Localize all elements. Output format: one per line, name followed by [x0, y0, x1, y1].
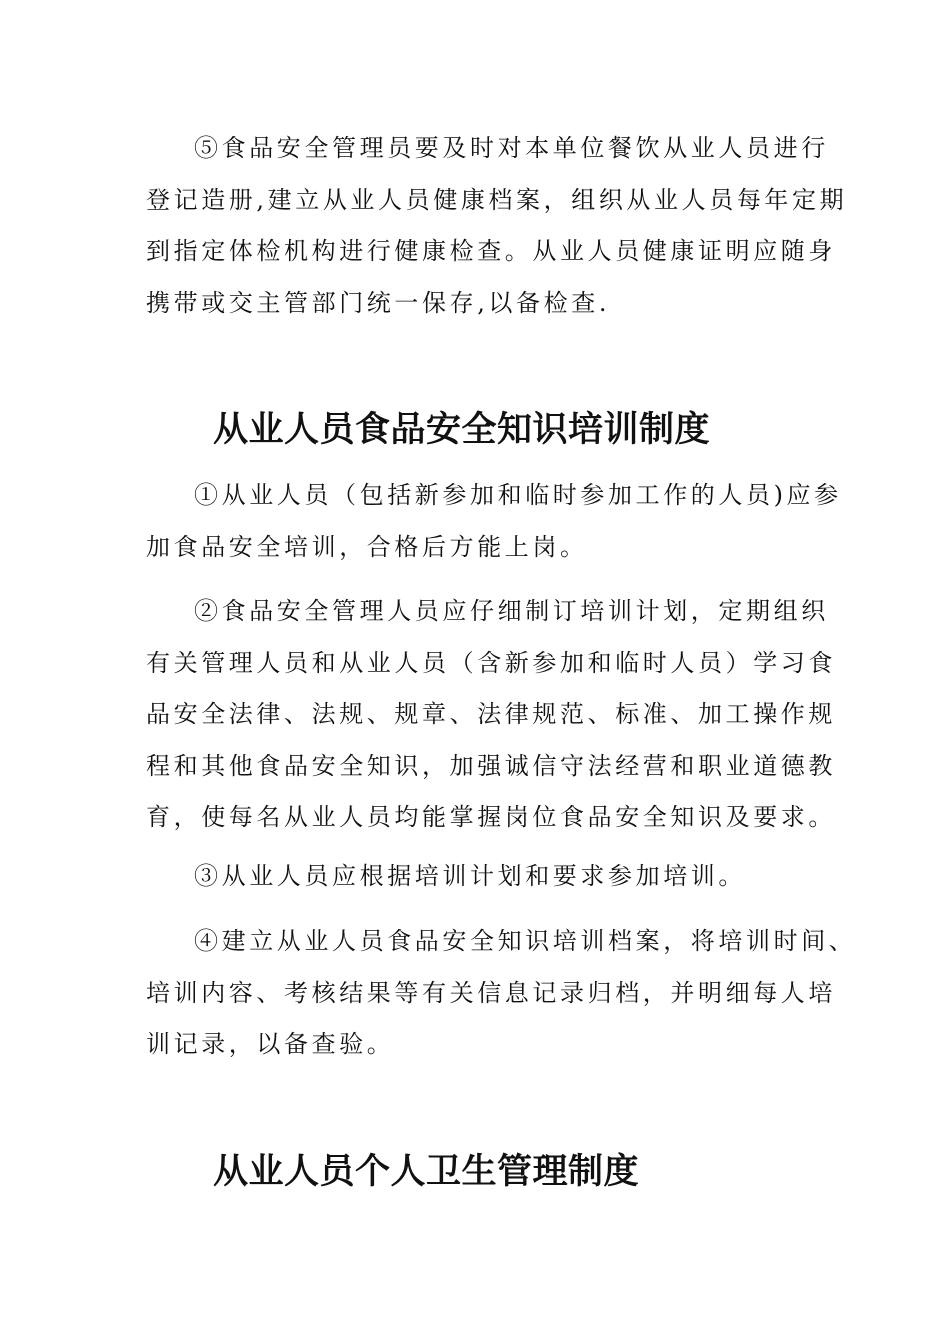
- heading-hygiene-system: 从业人员个人卫生管理制度: [213, 1152, 640, 1192]
- text-line: 有关管理人员和从业人员（含新参加和临时人员）学习食: [146, 648, 836, 677]
- text-line: 品安全法律、法规、规章、法律规范、标准、加工操作规: [146, 700, 836, 728]
- heading-training-system: 从业人员食品安全知识培训制度: [213, 410, 711, 450]
- text-line: 程和其他食品安全知识，加强诚信守法经营和职业道德教: [146, 751, 836, 780]
- text-line: ③从业人员应根据培训计划和要求参加培训。: [194, 862, 746, 890]
- paragraph-training-2: [146, 586, 836, 844]
- paragraph-health-records: [146, 123, 848, 329]
- text-line: ②食品安全管理人员应仔细制订培训计划，定期组织: [194, 597, 829, 625]
- paragraph-training-3: [146, 851, 826, 903]
- paragraph-training-1: [146, 470, 842, 573]
- text-line: ④建立从业人员食品安全知识培训档案，将培训时间、: [194, 927, 857, 955]
- text-line: 登记造册,建立从业人员健康档案，组织从业人员每年定期: [146, 185, 848, 214]
- paragraph-training-4: [146, 916, 857, 1071]
- text-line: ①从业人员（包括新参加和临时参加工作的人员)应参: [194, 481, 842, 509]
- text-line: ⑤食品安全管理员要及时对本单位餐饮从业人员进行: [194, 134, 829, 162]
- text-line: 携带或交主管部门统一保存,以备检查.: [146, 288, 611, 317]
- text-line: 育，使每名从业人员均能掌握岗位食品安全知识及要求。: [146, 803, 836, 831]
- text-line: 训记录，以备查验。: [146, 1030, 395, 1058]
- text-line: 到指定体检机构进行健康检查。从业人员健康证明应随身: [146, 237, 836, 265]
- text-line: 加食品安全培训，合格后方能上岗。: [146, 532, 588, 561]
- text-line: 培训内容、考核结果等有关信息记录归档，并明细每人培: [146, 978, 836, 1007]
